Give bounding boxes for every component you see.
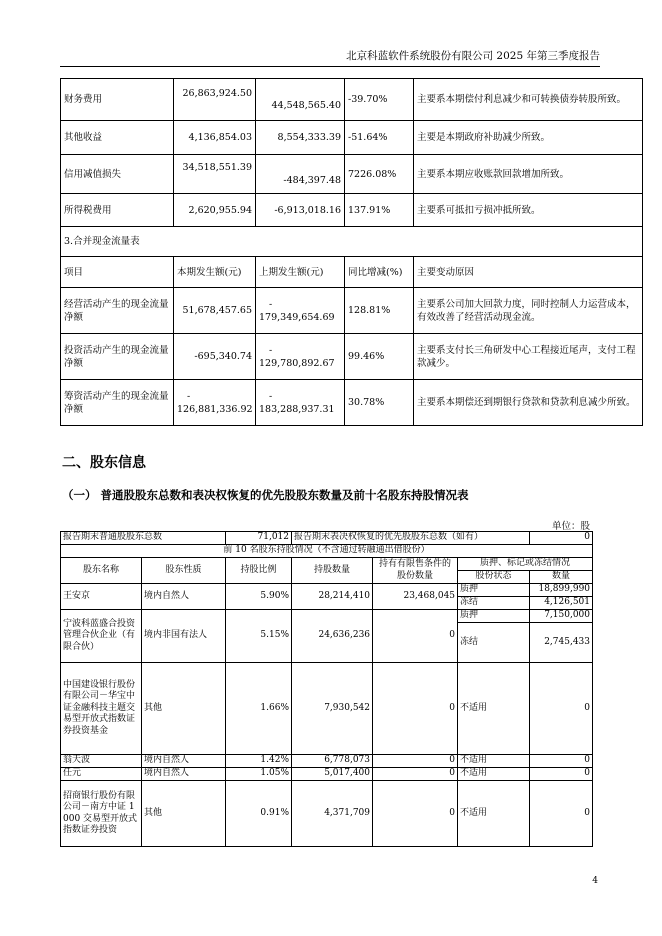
pledge-status: 不适用 (458, 755, 530, 768)
table-row (61, 768, 593, 781)
pledge-count: 4,126,501 (530, 597, 593, 610)
shareholder-nature: 境内自然人 (142, 584, 226, 610)
shareholder-nature: 境内自然人 (142, 768, 226, 781)
current-cell: -695,340.74 (174, 334, 256, 380)
table-row (61, 194, 643, 227)
shareholder-quantity: 4,371,709 (292, 781, 373, 847)
shareholder-name: 王安京 (61, 584, 142, 610)
item-cell: 筹资活动产生的现金流量净额 (61, 380, 174, 426)
shareholder-ratio: 1.05% (226, 768, 292, 781)
pledge-status: 质押 (458, 584, 530, 597)
table-row (61, 79, 643, 121)
shareholder-restricted: 0 (373, 663, 458, 755)
shareholder-nature: 境内自然人 (142, 755, 226, 768)
pledge-count: 2,745,433 (530, 623, 593, 663)
shareholder-table (60, 531, 593, 847)
item-cell: 其他收益 (61, 121, 174, 155)
table-row (61, 610, 593, 623)
prior-cell (256, 334, 345, 380)
item-cell: 财务费用 (61, 79, 174, 121)
header-count: 数量 (530, 571, 593, 584)
cashflow-section-title: 3.合并现金流量表 (61, 227, 643, 257)
header-name: 股东名称 (61, 558, 142, 584)
prior-cell: -6,913,018.16 (256, 194, 345, 227)
header-current: 本期发生额(元) (174, 257, 256, 288)
shareholder-quantity: 6,778,073 (292, 755, 373, 768)
shareholder-nature: 其他 (142, 663, 226, 755)
header-row (61, 558, 593, 571)
current-value: 126,881,336.92 (177, 403, 253, 415)
item-cell: 所得税费用 (61, 194, 174, 227)
shareholder-restricted: 0 (373, 781, 458, 847)
change-cell: -39.70% (345, 79, 414, 121)
page-number: 4 (592, 876, 598, 886)
shareholder-ratio: 1.42% (226, 755, 292, 768)
change-cell: -51.64% (345, 121, 414, 155)
shareholder-restricted: 0 (373, 610, 458, 663)
shareholder-name: 翁天波 (61, 755, 142, 768)
current-cell: 51,678,457.65 (174, 288, 256, 334)
prior-value: 179,349,654.69 (259, 311, 335, 323)
shareholder-restricted: 0 (373, 768, 458, 781)
current-cell (174, 380, 256, 426)
header-change: 同比增减(%) (345, 257, 414, 288)
pledge-status: 质押 (458, 610, 530, 623)
shareholder-ratio: 1.66% (226, 663, 292, 755)
current-cell: 34,518,551.39 (174, 155, 256, 194)
header-status: 股份状态 (458, 571, 530, 584)
reason-cell: 主要系本期应收账款回款增加所致。 (414, 155, 643, 194)
table-row (61, 755, 593, 768)
header-nature: 股东性质 (142, 558, 226, 584)
pledge-count: 0 (530, 755, 593, 768)
pledge-count: 18,899,990 (530, 584, 593, 597)
top10-title: 前 10 名股东持股情况（不含通过转融通出借股份） (61, 545, 593, 558)
reason-cell: 主要系可抵扣亏损冲抵所致。 (414, 194, 643, 227)
item-cell: 投资活动产生的现金流量净额 (61, 334, 174, 380)
section-subtitle: （一） 普通股股东总数和表决权恢复的优先股股东数量及前十名股东持股情况表 (62, 488, 469, 502)
table-row (61, 781, 593, 847)
shareholder-quantity: 5,017,400 (292, 768, 373, 781)
prior-cell: 44,548,565.40 (256, 79, 345, 121)
shareholder-ratio: 5.15% (226, 610, 292, 663)
table-row (61, 380, 643, 426)
pledge-status: 不适用 (458, 781, 530, 847)
prior-sign: - (269, 390, 273, 402)
current-cell: 26,863,924.50 (174, 79, 256, 121)
pledge-status: 冻结 (458, 597, 530, 610)
change-cell: 99.46% (345, 334, 414, 380)
pledge-count: 7,150,000 (530, 610, 593, 623)
pledge-status: 冻结 (458, 623, 530, 663)
top10-title-row (61, 545, 593, 558)
total-row (61, 532, 593, 545)
change-cell: 137.91% (345, 194, 414, 227)
prior-sign: - (269, 298, 273, 310)
shareholder-name: 招商银行股份有限公司－南方中证 1000 交易型开放式指数证券投资 (61, 781, 142, 847)
item-cell: 信用减值损失 (61, 155, 174, 194)
shareholder-ratio: 5.90% (226, 584, 292, 610)
shareholder-quantity: 7,930,542 (292, 663, 373, 755)
shareholder-name: 任元 (61, 768, 142, 781)
pledge-status: 不适用 (458, 768, 530, 781)
header-item: 项目 (61, 257, 174, 288)
shareholder-name: 中国建设银行股份有限公司－华宝中证金融科技主题交易型开放式指数证券投资基金 (61, 663, 142, 755)
current-cell: 2,620,955.94 (174, 194, 256, 227)
reason-cell: 主要系公司加大回款力度，同时控制人力运营成本，有效改善了经营活动现金流。 (414, 288, 643, 334)
pledge-count: 0 (530, 768, 593, 781)
header-divider (60, 66, 600, 67)
change-cell: 128.81% (345, 288, 414, 334)
prior-cell: -484,397.48 (256, 155, 345, 194)
table-row (61, 121, 643, 155)
header-quantity: 持股数量 (292, 558, 373, 584)
header-ratio: 持股比例 (226, 558, 292, 584)
reason-cell: 主要系支付长三角研发中心工程接近尾声，支付工程款减少。 (414, 334, 643, 380)
report-header: 北京科蓝软件系统股份有限公司 2025 年第三季度报告 (346, 50, 600, 62)
change-cell: 7226.08% (345, 155, 414, 194)
shareholder-nature: 境内非国有法人 (142, 610, 226, 663)
shareholder-name: 宁波科蓝盛合投资管理合伙企业（有限合伙） (61, 610, 142, 663)
shareholder-restricted: 0 (373, 755, 458, 768)
shareholder-nature: 其他 (142, 781, 226, 847)
reason-cell: 主要是本期政府补助减少所致。 (414, 121, 643, 155)
table-row (61, 155, 643, 194)
total-label: 报告期末普通股股东总数 (61, 532, 226, 545)
header-restricted: 持有有限售条件的股份数量 (373, 558, 458, 584)
pledge-count: 0 (530, 663, 593, 755)
pledge-status: 不适用 (458, 663, 530, 755)
prior-cell (256, 380, 345, 426)
pref-label: 报告期末表决权恢复的优先股股东总数（如有） (292, 532, 530, 545)
prior-cell (256, 288, 345, 334)
table-row (61, 288, 643, 334)
current-cell: 4,136,854.03 (174, 121, 256, 155)
reason-cell: 主要系本期偿还到期银行贷款和贷款利息减少所致。 (414, 380, 643, 426)
pref-value: 0 (530, 532, 593, 545)
current-sign: - (187, 390, 191, 402)
header-pledge: 质押、标记或冻结情况 (458, 558, 593, 571)
section-title-row (61, 227, 643, 257)
prior-cell: 8,554,333.39 (256, 121, 345, 155)
reason-cell: 主要系本期偿付利息减少和可转换债券转股所致。 (414, 79, 643, 121)
total-value: 71,012 (226, 532, 292, 545)
item-cell: 经营活动产生的现金流量净额 (61, 288, 174, 334)
shareholder-quantity: 28,214,410 (292, 584, 373, 610)
table-row (61, 334, 643, 380)
income-cashflow-table (60, 78, 643, 426)
header-reason: 主要变动原因 (414, 257, 643, 288)
header-row (61, 257, 643, 288)
pledge-count: 0 (530, 781, 593, 847)
shareholder-quantity: 24,636,236 (292, 610, 373, 663)
prior-sign: - (269, 344, 273, 356)
unit-label: 单位：股 (551, 521, 590, 532)
table-row (61, 663, 593, 755)
prior-value: 183,288,937.31 (259, 403, 335, 415)
table-row (61, 584, 593, 597)
header-prior: 上期发生额(元) (256, 257, 345, 288)
change-cell: 30.78% (345, 380, 414, 426)
prior-value: 129,780,892.67 (259, 357, 335, 369)
shareholder-ratio: 0.91% (226, 781, 292, 847)
shareholder-restricted: 23,468,045 (373, 584, 458, 610)
section-title: 二、股东信息 (62, 455, 146, 471)
